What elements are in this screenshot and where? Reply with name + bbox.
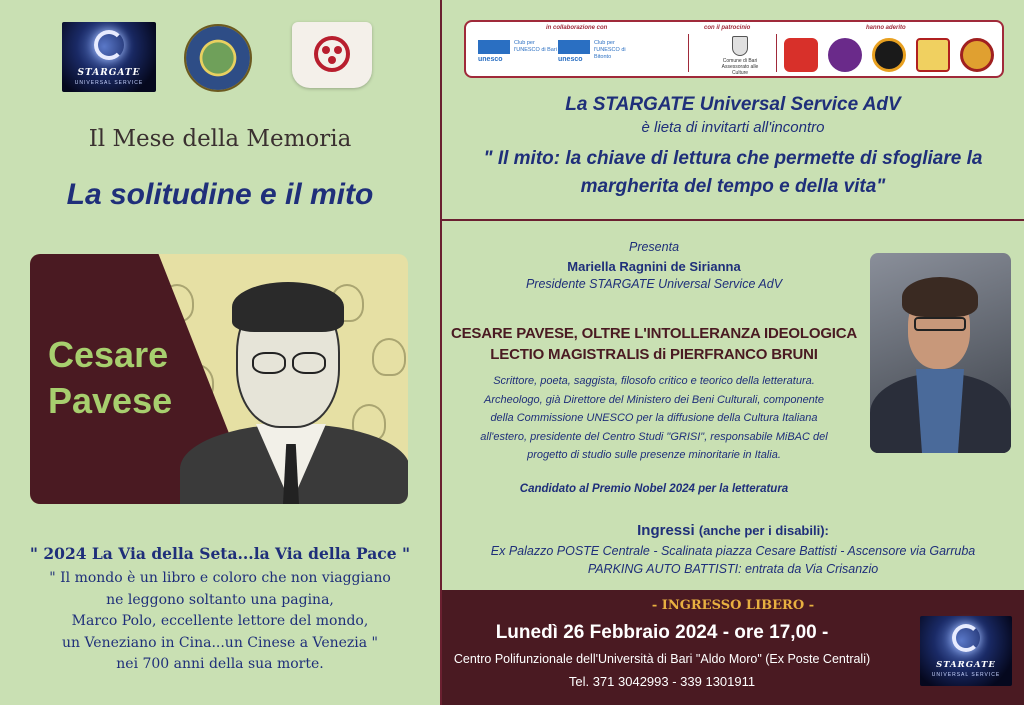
partner-badge-icon — [872, 38, 906, 72]
speaker-glasses-icon — [914, 317, 966, 331]
stargate-logo-tag: UNIVERSAL SERVICE — [74, 80, 144, 86]
stargate-logo-word: STARGATE — [77, 68, 141, 78]
unesco-flag-icon — [478, 40, 510, 54]
marco-polo-quote — [0, 568, 440, 676]
unesco-club-name: Club per l'UNESCO di Bari — [514, 40, 557, 53]
comune-bari-logo — [718, 34, 762, 74]
bio-line: della Commissione UNESCO per la diffusione della Cultura Italiana — [490, 412, 818, 424]
stargate-logo — [62, 22, 156, 92]
quote-line: ne leggono soltanto una pagina, — [106, 591, 334, 608]
horizontal-divider — [442, 219, 1024, 221]
banner-dot-icon — [334, 46, 342, 54]
event-date: Lunedì 26 Febbraio 2024 - ore 17,00 - — [495, 622, 829, 643]
parking-info: PARKING AUTO BATTISTI: entrata da Via Crisanzio — [587, 562, 879, 576]
invite-text: è lieta di invitarti all'incontro — [641, 119, 825, 136]
quote-line: " Il mondo è un libro e coloro che non viaggiano — [49, 570, 391, 586]
lecture-title-line: LECTIO MAGISTRALIS di PIERFRANCO BRUNI — [490, 346, 818, 363]
meeting-title-line: margherita del tempo e della vita" — [580, 176, 886, 197]
lecture-title — [442, 323, 866, 365]
speaker-bio — [448, 372, 860, 465]
unesco-flag-icon — [558, 40, 590, 54]
partner-badge-icon — [916, 38, 950, 72]
bio-line: progetto di studio sulle presenze minoritarie in Italia. — [527, 449, 781, 461]
access-heading-main: Ingressi — [637, 522, 695, 539]
patrocinio-label: con il patrocinio — [704, 25, 751, 31]
card-name-first: Cesare — [48, 334, 169, 375]
bari-crest-icon — [732, 36, 748, 56]
unesco-bari-logo — [478, 40, 558, 70]
access-heading — [442, 522, 1024, 539]
stargate-g-icon — [94, 30, 124, 60]
access-heading-note: (anche per i disabili): — [698, 523, 829, 538]
presenter-role: Presidente STARGATE Universal Service AdV — [525, 277, 783, 291]
footer-band — [442, 590, 1024, 705]
presenter-name: Mariella Ragnini de Sirianna — [567, 259, 741, 274]
banner-circle-icon — [314, 36, 350, 72]
banner-dot-icon — [328, 56, 336, 64]
peace-banner-logo — [292, 22, 372, 88]
partners-separator — [776, 34, 777, 72]
bio-line: Scrittore, poeta, saggista, filosofo critico e teorico della letteratura. — [493, 375, 815, 387]
speaker-photo — [870, 253, 1011, 453]
mese-heading: Il Mese della Memoria — [88, 126, 352, 152]
portrait-hair — [232, 282, 344, 332]
unesco-bitonto-logo — [558, 40, 638, 70]
seta-slogan: " 2024 La Via della Seta...la Via della Pace " — [29, 544, 411, 563]
glasses-icon — [252, 352, 286, 374]
meeting-title-line: " Il mito: la chiave di lettura che permette di sfogliare la — [483, 148, 983, 169]
stargate-g-icon — [952, 624, 980, 652]
glasses-icon — [292, 352, 326, 374]
card-name — [48, 332, 172, 424]
partner-badge-icon — [784, 38, 818, 72]
banner-dot-icon — [322, 46, 330, 54]
partner-badge-icon — [960, 38, 994, 72]
university-seal-logo — [184, 24, 252, 92]
free-entry-banner: - INGRESSO LIBERO - — [651, 598, 815, 613]
access-route: Ex Palazzo POSTE Centrale - Scalinata piazza Cesare Battisti - Ascensore via Garruba — [490, 544, 976, 558]
collab-label: in collaborazione con — [546, 25, 608, 31]
partners-separator — [688, 34, 689, 72]
event-venue: Centro Polifunzionale dell'Università di Bari "Aldo Moro" (Ex Poste Centrali) — [453, 652, 871, 666]
contact-phone: Tel. 371 3042993 - 339 1301911 — [568, 674, 756, 689]
unesco-club-name: Club per l'UNESCO di Bitonto — [594, 40, 626, 60]
event-main-title: La solitudine e il mito — [66, 178, 374, 211]
skull-pattern-icon — [372, 338, 406, 376]
quote-line: Marco Polo, eccellente lettore del mondo, — [71, 613, 369, 629]
stargate-footer-logo — [920, 616, 1012, 686]
presenta-label: Presenta — [628, 240, 680, 254]
unesco-word: unesco — [558, 56, 583, 63]
bio-line: all'estero, presidente del Centro Studi "GRISI", responsabile MiBAC del — [480, 430, 828, 443]
stargate-logo-tag: UNIVERSAL SERVICE — [931, 672, 1001, 678]
partner-badge-icon — [828, 38, 862, 72]
partners-strip — [464, 20, 1004, 78]
quote-line: un Veneziano in Cina...un Cinese a Venezia " — [61, 634, 379, 651]
organizer-name: La STARGATE Universal Service AdV — [565, 94, 901, 115]
nobel-candidate-note: Candidato al Premio Nobel 2024 per la letteratura — [519, 483, 789, 495]
bari-name: Comune di Bari Assessorato alle Culture — [721, 58, 759, 76]
pavese-card — [30, 254, 408, 504]
stargate-logo-word: STARGATE — [936, 660, 996, 670]
bio-line: Archeologo, già Direttore del Ministero dei Beni Culturali, componente — [484, 393, 824, 406]
lecture-title-line: CESARE PAVESE, OLTRE L'INTOLLERANZA IDEOLOGICA — [450, 325, 858, 342]
card-name-last: Pavese — [48, 380, 173, 421]
meeting-title — [442, 145, 1024, 201]
quote-line: nei 700 anni della sua morte. — [116, 656, 324, 672]
aderito-label: hanno aderito — [866, 25, 906, 31]
unesco-word: unesco — [478, 56, 503, 63]
left-panel — [0, 0, 440, 705]
speaker-hair — [902, 277, 978, 317]
